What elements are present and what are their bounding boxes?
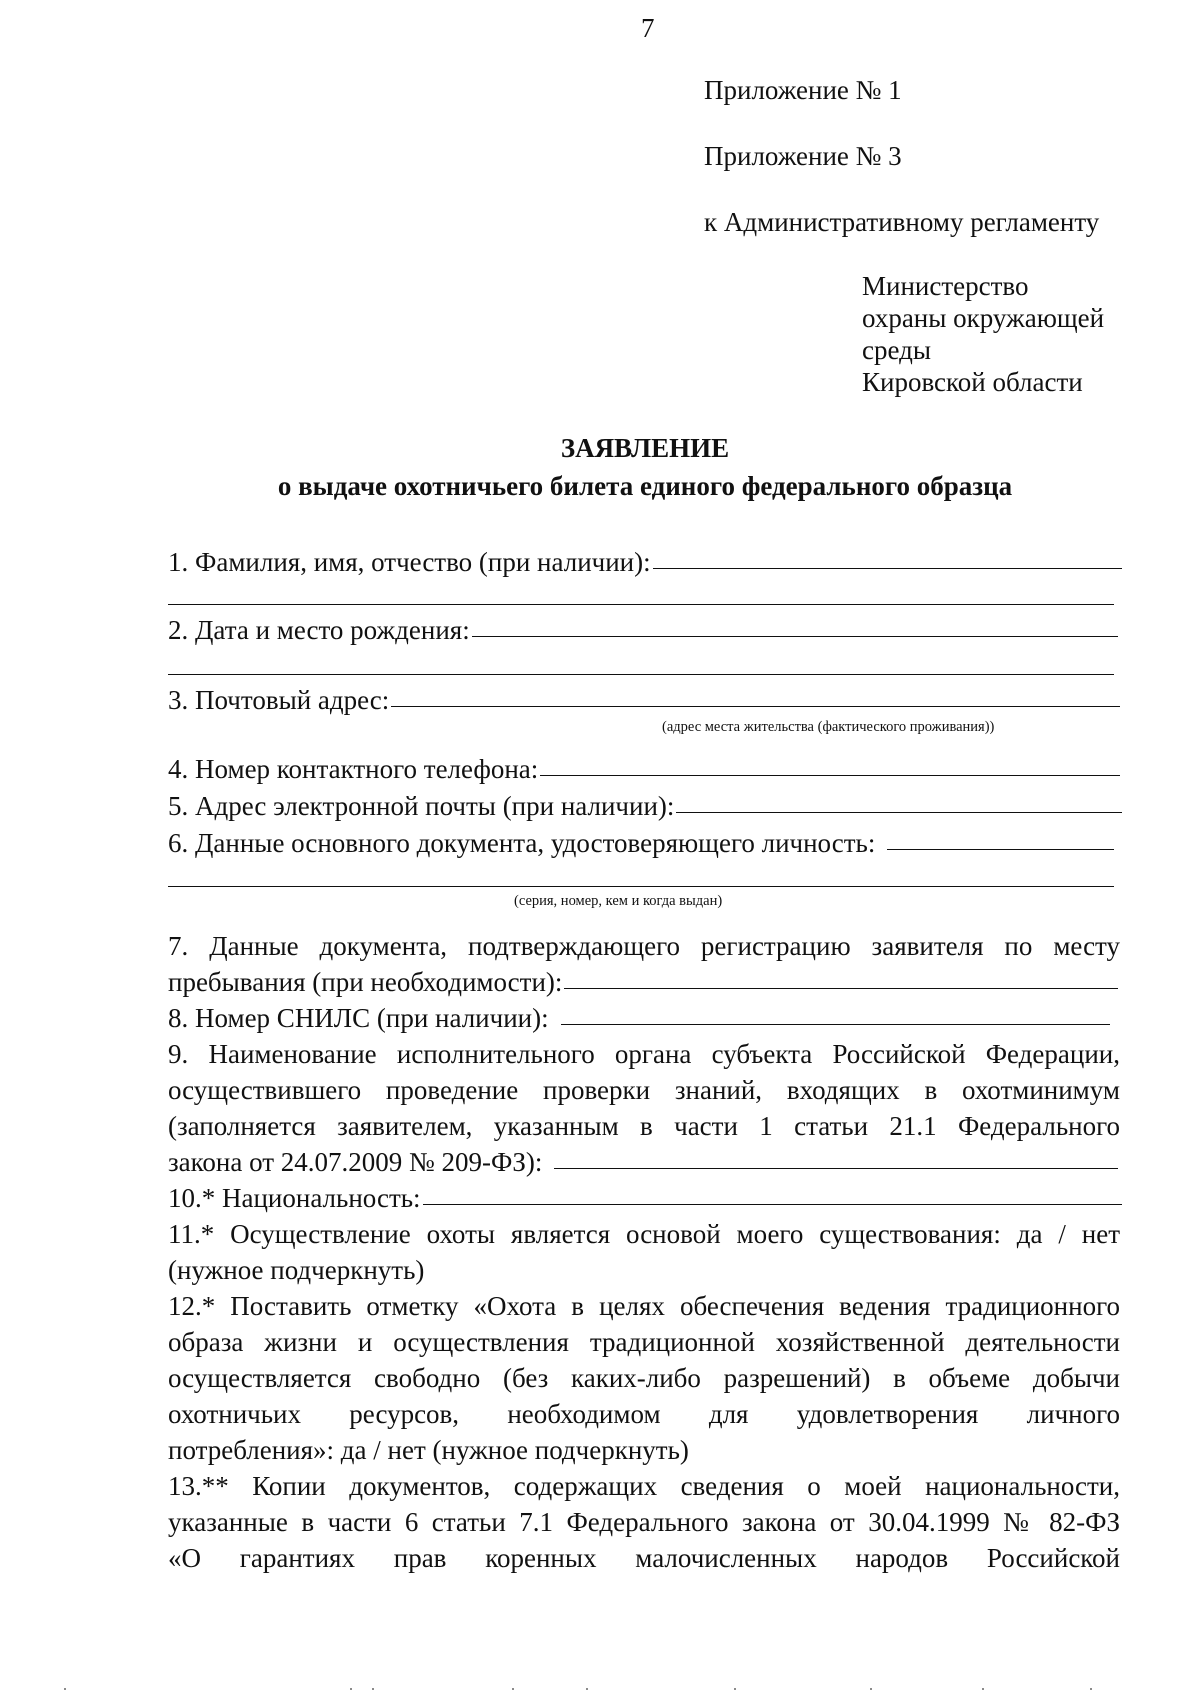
field-registration — [168, 966, 1118, 998]
field-authority-line2: осуществившего проведение проверки знаний, входящих в охотминимум — [168, 1075, 1120, 1105]
field-hunting-basis-line2: (нужное подчеркнуть) — [168, 1255, 425, 1285]
scan-speck — [870, 1688, 872, 1690]
field-full-name — [168, 546, 1122, 578]
field-registration-line1: 7. Данные документа, подтверждающего регистрацию заявителя по месту — [168, 931, 1120, 961]
field-phone — [168, 753, 1120, 785]
full-name-continuation-line[interactable] — [168, 604, 1114, 605]
appendix-3-label: Приложение № 3 — [704, 141, 902, 171]
field-nationality — [168, 1182, 1122, 1214]
identity-hint: (серия, номер, кем и когда выдан) — [514, 893, 723, 909]
field-authority-line3: (заполняется заявителем, указанным в части 1 статьи 21.1 Федерального — [168, 1111, 1120, 1141]
field-traditional-hunting-line4: охотничьих ресурсов, необходимом для удовлетворения личного — [168, 1399, 1120, 1429]
email-input-line[interactable] — [676, 812, 1122, 813]
field-birth-label: 2. Дата и место рождения: — [168, 615, 470, 645]
field-identity-document — [168, 827, 1114, 859]
address-hint: (адрес места жительства (фактического проживания)) — [662, 719, 995, 735]
field-documents-line1: 13.** Копии документов, содержащих сведения о моей национальности, — [168, 1471, 1120, 1501]
snils-input-line[interactable] — [561, 1024, 1110, 1025]
scan-speck — [350, 1688, 352, 1690]
identity-continuation-line[interactable] — [168, 886, 1114, 887]
field-documents-line3: «О гарантиях прав коренных малочисленных народов Российской — [168, 1543, 1120, 1573]
field-postal-address — [168, 684, 1120, 716]
field-authority-label: закона от 24.07.2009 № 209-ФЗ): — [168, 1147, 543, 1177]
addressee-line: Кировской области — [862, 367, 1083, 397]
registration-input-line[interactable] — [564, 988, 1118, 989]
field-registration-label: пребывания (при необходимости): — [168, 967, 563, 997]
field-snils — [168, 1002, 1110, 1034]
addressee-line: охраны окружающей — [862, 303, 1105, 333]
addressee-line: среды — [862, 335, 931, 365]
field-full-name-label: 1. Фамилия, имя, отчество (при наличии): — [168, 547, 651, 577]
field-identity-label: 6. Данные основного документа, удостоверяющего личность: — [168, 828, 876, 858]
scan-speck — [1090, 1688, 1092, 1690]
address-input-line[interactable] — [391, 706, 1120, 707]
scan-speck — [64, 1688, 66, 1690]
field-traditional-hunting-line1: 12.* Поставить отметку «Охота в целях обеспечения ведения традиционного — [168, 1291, 1120, 1321]
document-subtitle: о выдаче охотничьего билета единого федерального образца — [277, 471, 1013, 501]
scan-speck — [586, 1688, 588, 1690]
field-phone-label: 4. Номер контактного телефона: — [168, 754, 539, 784]
scan-speck — [982, 1688, 984, 1690]
page-number: 7 — [641, 13, 655, 43]
field-birth-date-place — [168, 614, 1118, 646]
appendix-1-label: Приложение № 1 — [704, 75, 902, 105]
field-address-label: 3. Почтовый адрес: — [168, 685, 390, 715]
field-traditional-hunting-line5: потребления»: да / нет (нужное подчеркнуть) — [168, 1435, 689, 1465]
scan-speck — [372, 1688, 374, 1690]
scan-noise — [0, 1688, 1200, 1694]
scan-speck — [734, 1688, 736, 1690]
nationality-input-line[interactable] — [423, 1204, 1122, 1205]
birth-continuation-line[interactable] — [168, 674, 1114, 675]
field-documents-line2: указанные в части 6 статьи 7.1 Федерального закона от 30.04.1999 № 82-ФЗ — [168, 1507, 1120, 1537]
regulation-reference: к Административному регламенту — [704, 207, 1100, 237]
document-title: ЗАЯВЛЕНИЕ — [560, 433, 730, 463]
field-authority — [168, 1146, 1118, 1178]
field-email — [168, 790, 1122, 822]
field-hunting-basis-line1: 11.* Осуществление охоты является основой моего существования: да / нет — [168, 1219, 1120, 1249]
addressee-line: Министерство — [862, 271, 1029, 301]
scan-speck — [512, 1688, 514, 1690]
field-email-label: 5. Адрес электронной почты (при наличии): — [168, 791, 675, 821]
birth-input-line[interactable] — [472, 636, 1118, 637]
phone-input-line[interactable] — [540, 775, 1120, 776]
full-name-input-line[interactable] — [653, 568, 1122, 569]
identity-input-line[interactable] — [887, 849, 1114, 850]
field-snils-label: 8. Номер СНИЛС (при наличии): — [168, 1003, 549, 1033]
field-nationality-label: 10.* Национальность: — [168, 1183, 421, 1213]
authority-input-line[interactable] — [554, 1168, 1118, 1169]
field-traditional-hunting-line3: осуществляется свободно (без каких-либо разрешений) в объеме добычи — [168, 1363, 1120, 1393]
field-traditional-hunting-line2: образа жизни и осуществления традиционной хозяйственной деятельности — [168, 1327, 1120, 1357]
field-authority-line1: 9. Наименование исполнительного органа субъекта Российской Федерации, — [168, 1039, 1120, 1069]
